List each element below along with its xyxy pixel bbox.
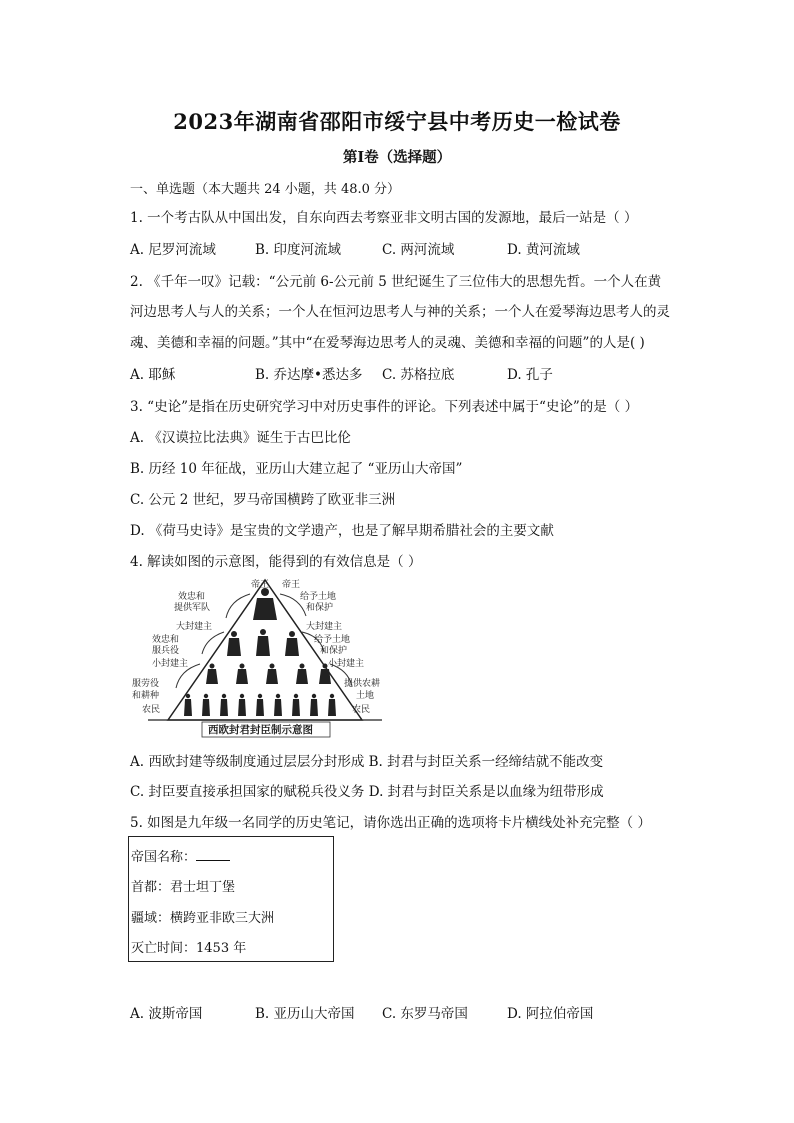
q1-option-a: A. 尼罗河流域 [130, 242, 216, 258]
q3-option-c: C. 公元 2 世纪，罗马帝国横跨了欧亚非三洲 [130, 492, 396, 508]
figure-label-right-9: 农民 [352, 705, 371, 715]
figure-label-right-3: 大封建主 [306, 622, 343, 632]
figure-label-right-1: 给予土地 [300, 592, 337, 602]
figure-label-left-3: 大封建主 [176, 622, 213, 632]
figure-label-right-2: 和保护 [306, 603, 334, 613]
q4-options-ab: A. 西欧封建等级制度通过层层分封形成 B. 封君与封臣关系一经缔结就不能改变 [130, 754, 604, 770]
q2-option-a: A. 耶稣 [130, 367, 176, 383]
card-territory: 疆域：横跨亚非欧三大洲 [131, 911, 275, 926]
q2-line-2: 河边思考人与人的关系；一个人在恒河边思考人与神的关系；一个人在爱琴海边思考人的灵 [130, 304, 670, 320]
feudal-pyramid-figure [130, 578, 400, 738]
figure-label-left-6: 小封建主 [152, 659, 189, 669]
q3-option-d: D. 《荷马史诗》是宝贵的文学遗产，也是了解早期希腊社会的主要文献 [130, 523, 554, 539]
card-blank-line [196, 848, 230, 861]
q1-option-b: B. 印度河流域 [255, 242, 342, 258]
card-fall-date: 灭亡时间：1453 年 [131, 941, 247, 956]
figure-label-king-right: 帝王 [282, 580, 301, 590]
section-heading: 一、单选题（本大题共 24 小题，共 48.0 分） [130, 182, 401, 197]
figure-label-right-5: 和保护 [320, 646, 348, 656]
figure-label-left-4: 效忠和 [152, 635, 180, 645]
figure-label-right-7: 提供农耕 [344, 679, 381, 689]
figure-label-left-8: 和耕种 [132, 691, 160, 701]
figure-label-right-4: 给予土地 [314, 635, 351, 645]
figure-label-left-5: 服兵役 [152, 646, 180, 656]
q5-option-b: B. 亚历山大帝国 [255, 1006, 355, 1022]
figure-label-left-9: 农民 [142, 705, 161, 715]
exam-subtitle: 第Ⅰ卷（选择题） [342, 149, 452, 166]
q2-option-c: C. 苏格拉底 [382, 367, 455, 383]
q4-options-cd: C. 封臣要直接承担国家的赋税兵役义务 D. 封君与封臣关系是以血缘为纽带形成 [130, 784, 604, 800]
card-empire-name-label: 帝国名称： [131, 850, 197, 865]
q2-option-b: B. 乔达摩•悉达多 [255, 367, 363, 383]
q1-option-d: D. 黄河流域 [507, 242, 580, 258]
q3-option-a: A. 《汉谟拉比法典》诞生于古巴比伦 [130, 430, 351, 446]
q3-stem: 3. “史论”是指在历史研究学习中对历史事件的评论。下列表述中属于“史论”的是（ ） [130, 399, 639, 415]
q1-option-c: C. 两河流域 [382, 242, 455, 258]
q1-stem: 1. 一个考古队从中国出发，自东向西去考察亚非文明古国的发源地，最后一站是（ ） [130, 210, 638, 226]
exam-title: 2023年湖南省邵阳市绥宁县中考历史一检试卷 [173, 109, 621, 134]
q2-line-1: 2. 《千年一叹》记载：“公元前 6-公元前 5 世纪诞生了三位伟大的思想先哲。一个人在黄 [130, 274, 662, 290]
q5-option-c: C. 东罗马帝国 [382, 1006, 468, 1022]
q4-stem: 4. 解读如图的示意图，能得到的有效信息是（ ） [130, 554, 422, 570]
history-note-card [128, 836, 334, 962]
figure-caption: 西欧封君封臣制示意图 [208, 724, 313, 736]
q3-option-b: B. 历经 10 年征战，亚历山大建立起了 “亚历山大帝国” [130, 461, 463, 477]
card-capital: 首都：君士坦丁堡 [131, 880, 236, 895]
figure-label-right-6: 小封建主 [328, 659, 365, 669]
figure-label-left-1: 效忠和 [178, 592, 206, 602]
figure-label-king-left: 帝王 [251, 580, 270, 590]
q2-line-3: 魂、美德和幸福的问题。”其中“在爱琴海边思考人的灵魂、美德和幸福的问题”的人是( ) [130, 335, 645, 351]
q5-option-a: A. 波斯帝国 [130, 1006, 203, 1022]
feudal-pyramid-diagram [130, 578, 400, 738]
figure-label-right-8: 土地 [356, 691, 375, 701]
figure-label-left-7: 服劳役 [132, 679, 160, 689]
figure-label-left-2: 提供军队 [174, 603, 211, 613]
q5-option-d: D. 阿拉伯帝国 [507, 1006, 594, 1022]
card-empire-name [131, 846, 230, 865]
q5-stem: 5. 如图是九年级一名同学的历史笔记，请你选出正确的选项将卡片横线处补充完整（ ） [130, 815, 651, 831]
q2-option-d: D. 孔子 [507, 367, 553, 383]
